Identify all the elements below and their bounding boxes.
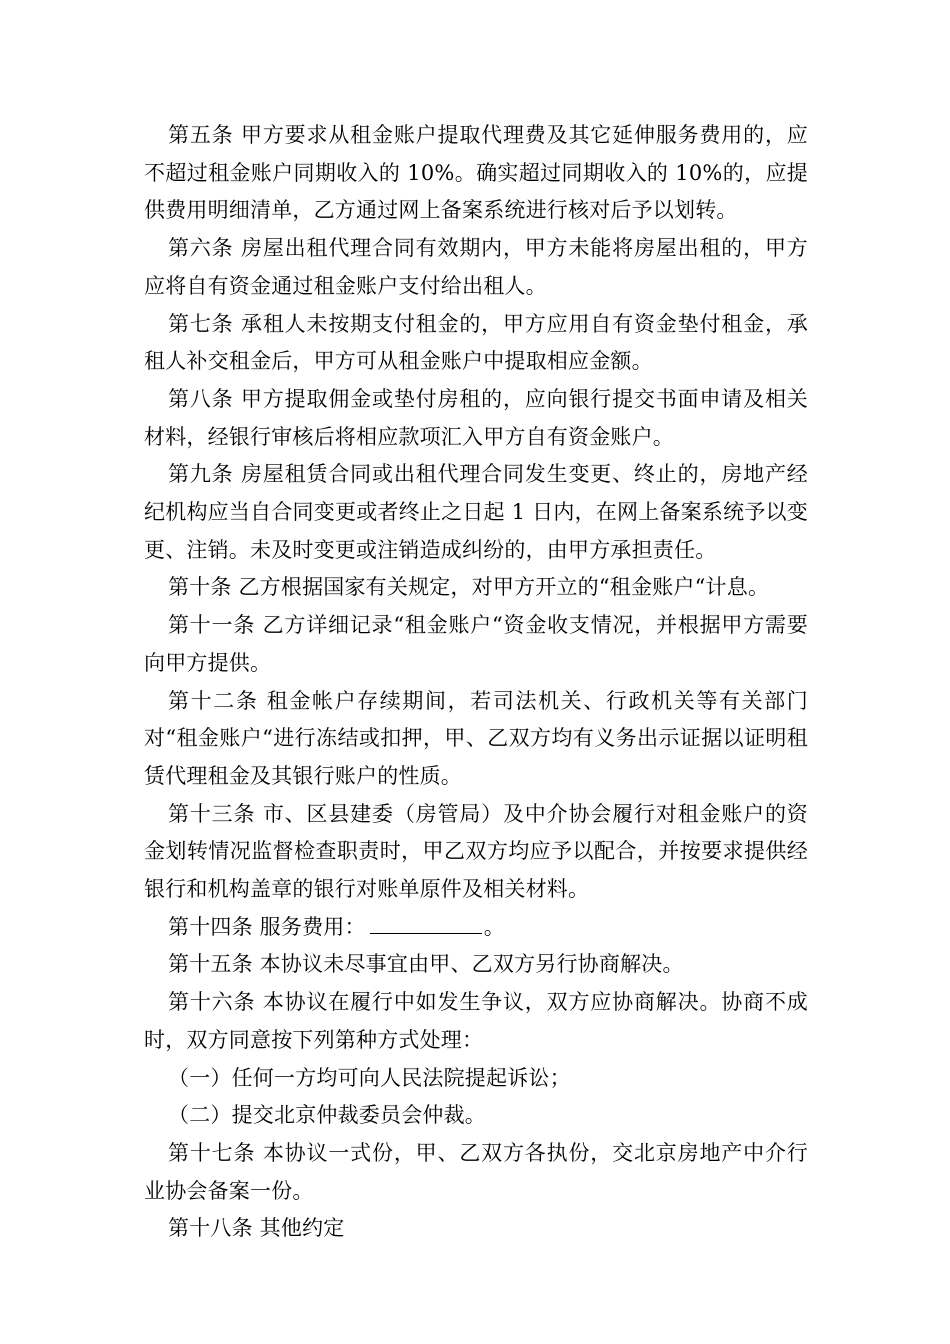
- dispute-option-1: （一）任何一方均可向人民法院提起诉讼；: [168, 1065, 571, 1090]
- article-7: 第七条 承租人未按期支付租金的，甲方应用自有资金垫付租金，承租人补交租金后，甲方可从租金账户中提取相应金额。: [144, 311, 808, 374]
- article-15: 第十五条 本协议未尽事宜由甲、乙双方另行协商解决。: [168, 952, 684, 977]
- article-18: 第十八条 其他约定: [168, 1216, 345, 1241]
- service-fee-blank: [370, 911, 482, 934]
- article-5: 第五条 甲方要求从租金账户提取代理费及其它延伸服务费用的，应不超过租金账户同期收入的 10%。确实超过同期收入的 10%的，应提供费用明细清单，乙方通过网上备案系统进行核对后予以划转。: [144, 123, 808, 223]
- article-16: 第十六条 本协议在履行中如发生争议，双方应协商解决。协商不成时，双方同意按下列第种方式处理：: [144, 990, 808, 1052]
- document-body: [144, 117, 808, 1248]
- article-6: 第六条 房屋出租代理合同有效期内，甲方未能将房屋出租的，甲方应将自有资金通过租金账户支付给出租人。: [144, 236, 808, 298]
- dispute-option-2: （二）提交北京仲裁委员会仲裁。: [168, 1103, 486, 1128]
- article-13: 第十三条 市、区县建委（房管局）及中介协会履行对租金账户的资金划转情况监督检查职责时，甲乙双方均应予以配合，并按要求提供经银行和机构盖章的银行对账单原件及相关材料。: [144, 801, 808, 902]
- article-9: 第九条 房屋租赁合同或出租代理合同发生变更、终止的，房地产经纪机构应当自合同变更或者终止之日起 1 日内，在网上备案系统予以变更、注销。未及时变更或注销造成纠纷的，由甲方承担责任。: [144, 462, 808, 562]
- article-14: [144, 909, 808, 947]
- service-fee-label: 第十四条 服务费用：: [168, 914, 366, 939]
- article-10: 第十条 乙方根据国家有关规定，对甲方开立的“租金账户“计息。: [168, 575, 770, 600]
- article-17: 第十七条 本协议一式份，甲、乙双方各执份，交北京房地产中介行业协会备案一份。: [144, 1140, 808, 1203]
- service-fee-suffix: 。: [483, 914, 505, 939]
- article-8: 第八条 甲方提取佣金或垫付房租的，应向银行提交书面申请及相关材料，经银行审核后将相应款项汇入甲方自有资金账户。: [144, 386, 808, 449]
- article-12: 第十二条 租金帐户存续期间，若司法机关、行政机关等有关部门对“租金账户“进行冻结或扣押，甲、乙双方均有义务出示证据以证明租赁代理租金及其银行账户的性质。: [144, 688, 808, 788]
- article-11: 第十一条 乙方详细记录“租金账户“资金收支情况，并根据甲方需要向甲方提供。: [144, 613, 808, 675]
